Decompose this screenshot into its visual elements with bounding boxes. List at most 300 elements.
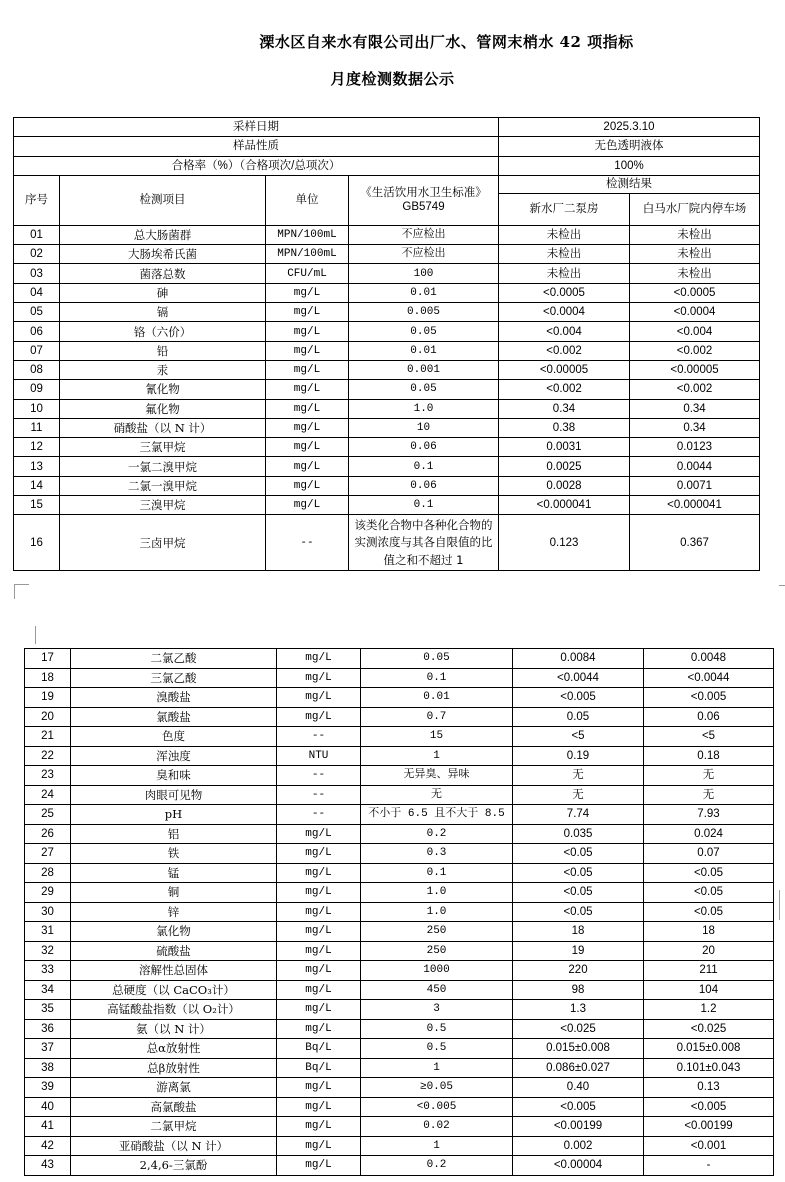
row-result-site2: <0.0044 (644, 668, 774, 688)
row-result-site1: 0.0025 (499, 457, 630, 476)
row-item: 氰化物 (60, 380, 266, 399)
row-result-site1: 0.015±0.008 (513, 1039, 644, 1059)
row-unit: mg/L (277, 844, 361, 864)
row-unit: MPN/100mL (266, 245, 349, 264)
row-standard: 0.5 (361, 1039, 513, 1059)
row-result-site1: <0.0004 (499, 303, 630, 322)
table-row (25, 1039, 774, 1059)
row-result-site2: 0.015±0.008 (644, 1039, 774, 1059)
row-result-site1: 0.086±0.027 (513, 1058, 644, 1078)
row-item: 氯化物 (71, 922, 277, 942)
row-unit: mg/L (266, 341, 349, 360)
row-item: 锰 (71, 863, 277, 883)
row-unit: mg/L (266, 438, 349, 457)
row-result-site2: <0.00005 (630, 360, 760, 379)
row-result-site1: <0.05 (513, 844, 644, 864)
page-corner-mark (779, 585, 785, 600)
row-item: 三氯乙酸 (71, 668, 277, 688)
row-result-site2: 104 (644, 980, 774, 1000)
row-number: 36 (25, 1019, 71, 1039)
row-item: 铅 (60, 341, 266, 360)
row-unit: mg/L (277, 863, 361, 883)
row-result-site2: 未检出 (630, 264, 760, 283)
row-unit: mg/L (277, 1019, 361, 1039)
table-row (25, 688, 774, 708)
row-number: 22 (25, 746, 71, 766)
table-row (25, 668, 774, 688)
table-row (25, 863, 774, 883)
row-result-site2: 18 (644, 922, 774, 942)
row-number: 17 (25, 649, 71, 669)
row-item: 二氯乙酸 (71, 649, 277, 669)
row-result-site2: 0.0048 (644, 649, 774, 669)
header-result: 检测结果 (499, 175, 760, 193)
row-result-site2: 0.101±0.043 (644, 1058, 774, 1078)
row-standard: 不应检出 (349, 225, 499, 244)
row-result-site2: <0.005 (644, 1097, 774, 1117)
table-row (25, 1097, 774, 1117)
row-item: 总硬度（以 CaCO₃计） (71, 980, 277, 1000)
row-standard: 15 (361, 727, 513, 747)
row-result-site1: 220 (513, 961, 644, 981)
row-number: 39 (25, 1078, 71, 1098)
row-result-site2: 无 (644, 766, 774, 786)
row-number: 42 (25, 1136, 71, 1156)
row-item: 一氯二溴甲烷 (60, 457, 266, 476)
row-result-site2: 0.0071 (630, 476, 760, 495)
row-result-site1: <0.004 (499, 322, 630, 341)
row-result-site1: <5 (513, 727, 644, 747)
row-standard: 该类化合物中各种化合物的实测浓度与其各自限值的比值之和不超过 1 (349, 515, 499, 571)
table-row (25, 746, 774, 766)
table-row (25, 902, 774, 922)
row-number: 10 (14, 399, 60, 418)
row-result-site2: 0.34 (630, 399, 760, 418)
row-result-site1: 未检出 (499, 245, 630, 264)
row-unit: mg/L (266, 457, 349, 476)
row-number: 02 (14, 245, 60, 264)
row-item: 二氯甲烷 (71, 1117, 277, 1137)
table-row (25, 844, 774, 864)
row-item: 硝酸盐（以 N 计） (60, 418, 266, 437)
page-corner-mark (14, 584, 29, 599)
row-result-site2: 211 (644, 961, 774, 981)
row-standard: 1.0 (361, 883, 513, 903)
row-standard: 0.1 (361, 668, 513, 688)
row-result-site2: <0.005 (644, 688, 774, 708)
row-number: 05 (14, 303, 60, 322)
table-row (14, 457, 760, 476)
row-result-site2: 20 (644, 941, 774, 961)
row-result-site1: <0.005 (513, 1097, 644, 1117)
row-standard: 100 (349, 264, 499, 283)
row-standard: 0.005 (349, 303, 499, 322)
row-unit: -- (277, 766, 361, 786)
row-number: 28 (25, 863, 71, 883)
row-result-site1: 0.0028 (499, 476, 630, 495)
row-item: 色度 (71, 727, 277, 747)
row-unit: -- (277, 805, 361, 825)
row-unit: mg/L (277, 824, 361, 844)
table-row (14, 322, 760, 341)
table-row (25, 805, 774, 825)
row-unit: mg/L (277, 883, 361, 903)
row-standard: 0.7 (361, 707, 513, 727)
row-item: 二氯一溴甲烷 (60, 476, 266, 495)
row-result-site2: 无 (644, 785, 774, 805)
row-item: 总大肠菌群 (60, 225, 266, 244)
row-item: 铝 (71, 824, 277, 844)
row-standard: 0.01 (349, 341, 499, 360)
row-result-site2: 0.34 (630, 418, 760, 437)
row-result-site2: 0.024 (644, 824, 774, 844)
table-row (25, 883, 774, 903)
table-row (25, 980, 774, 1000)
results-table-part1 (13, 117, 760, 571)
row-standard: 1.0 (361, 902, 513, 922)
row-unit: NTU (277, 746, 361, 766)
sampling-date-row (14, 118, 760, 137)
row-result-site1: <0.0005 (499, 283, 630, 302)
table-row (25, 1000, 774, 1020)
row-result-site1: <0.00199 (513, 1117, 644, 1137)
row-result-site2: 0.0123 (630, 438, 760, 457)
table-row (14, 303, 760, 322)
table-row (25, 1019, 774, 1039)
row-result-site1: 0.38 (499, 418, 630, 437)
report-subtitle: 月度检测数据公示 (330, 70, 455, 88)
row-unit: mg/L (277, 980, 361, 1000)
row-result-site2: 7.93 (644, 805, 774, 825)
row-unit: mg/L (277, 649, 361, 669)
row-result-site1: <0.025 (513, 1019, 644, 1039)
row-result-site1: 0.40 (513, 1078, 644, 1098)
row-standard: 不小于 6.5 且不大于 8.5 (361, 805, 513, 825)
row-number: 30 (25, 902, 71, 922)
row-result-site1: 0.19 (513, 746, 644, 766)
row-number: 27 (25, 844, 71, 864)
row-result-site2: 0.18 (644, 746, 774, 766)
row-standard: 450 (361, 980, 513, 1000)
row-result-site2: - (644, 1156, 774, 1176)
row-standard: <0.005 (361, 1097, 513, 1117)
row-result-site1: 未检出 (499, 264, 630, 283)
row-number: 29 (25, 883, 71, 903)
row-result-site2: <0.05 (644, 902, 774, 922)
row-number: 33 (25, 961, 71, 981)
table-row (14, 476, 760, 495)
row-number: 07 (14, 341, 60, 360)
row-result-site1: 7.74 (513, 805, 644, 825)
row-standard: 0.1 (361, 863, 513, 883)
row-standard: ≥0.05 (361, 1078, 513, 1098)
row-standard: 1000 (361, 961, 513, 981)
row-item: 肉眼可见物 (71, 785, 277, 805)
table-row (25, 727, 774, 747)
row-result-site1: 0.0084 (513, 649, 644, 669)
row-unit: -- (266, 515, 349, 571)
row-unit: mg/L (277, 902, 361, 922)
row-item: 镉 (60, 303, 266, 322)
row-result-site1: 0.34 (499, 399, 630, 418)
row-standard: 250 (361, 922, 513, 942)
table-row (25, 961, 774, 981)
row-result-site1: 19 (513, 941, 644, 961)
row-standard: 1.0 (349, 399, 499, 418)
row-item: 浑浊度 (71, 746, 277, 766)
table-row (14, 225, 760, 244)
row-standard: 0.05 (349, 322, 499, 341)
row-result-site2: <0.00199 (644, 1117, 774, 1137)
row-result-site1: 1.3 (513, 1000, 644, 1020)
row-number: 06 (14, 322, 60, 341)
row-number: 38 (25, 1058, 71, 1078)
header-row-top (14, 175, 760, 193)
row-unit: mg/L (277, 1078, 361, 1098)
sample-nature-label: 样品性质 (14, 137, 499, 156)
row-standard: 10 (349, 418, 499, 437)
row-number: 41 (25, 1117, 71, 1137)
row-item: 高锰酸盐指数（以 O₂计） (71, 1000, 277, 1020)
row-standard: 0.02 (361, 1117, 513, 1137)
row-number: 43 (25, 1156, 71, 1176)
row-item: 砷 (60, 283, 266, 302)
row-number: 08 (14, 360, 60, 379)
row-result-site1: <0.005 (513, 688, 644, 708)
table-row (14, 341, 760, 360)
table-row (25, 1058, 774, 1078)
table-row (25, 922, 774, 942)
row-standard: 1 (361, 746, 513, 766)
table-row (25, 941, 774, 961)
row-standard: 3 (361, 1000, 513, 1020)
row-number: 20 (25, 707, 71, 727)
row-item: 臭和味 (71, 766, 277, 786)
pass-rate-row (14, 156, 760, 175)
page-corner-mark (779, 890, 780, 920)
row-unit: -- (277, 727, 361, 747)
row-item: 三氯甲烷 (60, 438, 266, 457)
row-result-site2: 0.07 (644, 844, 774, 864)
row-unit: mg/L (266, 303, 349, 322)
row-result-site1: <0.05 (513, 902, 644, 922)
row-result-site2: <0.001 (644, 1136, 774, 1156)
row-unit: mg/L (277, 707, 361, 727)
row-standard: 0.05 (349, 380, 499, 399)
row-standard: 0.2 (361, 824, 513, 844)
row-result-site2: 未检出 (630, 225, 760, 244)
table-row (14, 418, 760, 437)
header-standard-line1: 《生活饮用水卫生标准》 (360, 187, 487, 200)
row-unit: mg/L (266, 322, 349, 341)
row-unit: Bq/L (277, 1039, 361, 1059)
row-unit: mg/L (277, 961, 361, 981)
row-number: 18 (25, 668, 71, 688)
table-row (14, 515, 760, 571)
row-standard: 250 (361, 941, 513, 961)
row-standard: 0.1 (349, 496, 499, 515)
table-row (14, 438, 760, 457)
row-unit: mg/L (266, 496, 349, 515)
row-result-site2: <0.025 (644, 1019, 774, 1039)
sampling-date-value: 2025.3.10 (499, 118, 760, 137)
header-site2: 白马水厂院内停车场 (630, 193, 760, 225)
row-result-site1: <0.002 (499, 341, 630, 360)
row-result-site2: <0.002 (630, 341, 760, 360)
row-item: 菌落总数 (60, 264, 266, 283)
row-standard: 0.06 (349, 476, 499, 495)
row-standard: 0.06 (349, 438, 499, 457)
row-number: 16 (14, 515, 60, 571)
row-result-site2: <0.002 (630, 380, 760, 399)
table-row (25, 766, 774, 786)
row-item: 亚硝酸盐（以 N 计） (71, 1136, 277, 1156)
row-result-site2: <0.05 (644, 883, 774, 903)
row-number: 13 (14, 457, 60, 476)
row-number: 23 (25, 766, 71, 786)
pass-rate-value: 100% (499, 156, 760, 175)
sampling-date-label: 采样日期 (14, 118, 499, 137)
table-row (25, 1117, 774, 1137)
row-standard: 无异臭、异味 (361, 766, 513, 786)
row-result-site1: <0.00005 (499, 360, 630, 379)
table-row (25, 707, 774, 727)
row-result-site2: 0.0044 (630, 457, 760, 476)
row-result-site1: <0.05 (513, 863, 644, 883)
row-number: 12 (14, 438, 60, 457)
row-number: 14 (14, 476, 60, 495)
table-row (25, 785, 774, 805)
row-result-site2: <0.0005 (630, 283, 760, 302)
row-result-site1: 无 (513, 766, 644, 786)
row-standard: 0.01 (361, 688, 513, 708)
sample-nature-value: 无色透明液体 (499, 137, 760, 156)
row-item: 大肠埃希氏菌 (60, 245, 266, 264)
row-number: 26 (25, 824, 71, 844)
row-standard: 0.001 (349, 360, 499, 379)
row-result-site1: 18 (513, 922, 644, 942)
table-row (25, 1078, 774, 1098)
header-unit: 单位 (266, 175, 349, 225)
row-item: 汞 (60, 360, 266, 379)
row-result-site1: 0.05 (513, 707, 644, 727)
sample-nature-row (14, 137, 760, 156)
row-result-site1: 0.002 (513, 1136, 644, 1156)
row-unit: mg/L (277, 1117, 361, 1137)
row-number: 15 (14, 496, 60, 515)
row-result-site2: 0.13 (644, 1078, 774, 1098)
row-unit: mg/L (266, 399, 349, 418)
row-number: 31 (25, 922, 71, 942)
row-standard: 0.5 (361, 1019, 513, 1039)
row-result-site1: 未检出 (499, 225, 630, 244)
table-row (14, 360, 760, 379)
row-unit: mg/L (277, 941, 361, 961)
row-item: 氯酸盐 (71, 707, 277, 727)
row-result-site1: 无 (513, 785, 644, 805)
row-unit: mg/L (277, 668, 361, 688)
row-result-site2: 1.2 (644, 1000, 774, 1020)
row-number: 11 (14, 418, 60, 437)
row-unit: Bq/L (277, 1058, 361, 1078)
row-standard: 0.05 (361, 649, 513, 669)
row-unit: mg/L (277, 1136, 361, 1156)
row-number: 01 (14, 225, 60, 244)
row-item: 铁 (71, 844, 277, 864)
table-row (14, 245, 760, 264)
row-number: 25 (25, 805, 71, 825)
row-number: 04 (14, 283, 60, 302)
row-unit: mg/L (266, 360, 349, 379)
header-standard (349, 175, 499, 225)
row-item: 氨（以 N 计） (71, 1019, 277, 1039)
page-corner-mark (35, 626, 36, 644)
row-standard: 0.01 (349, 283, 499, 302)
row-result-site1: <0.000041 (499, 496, 630, 515)
row-result-site1: <0.0044 (513, 668, 644, 688)
row-item: pH (71, 805, 277, 825)
row-item: 氟化物 (60, 399, 266, 418)
row-unit: mg/L (277, 1000, 361, 1020)
row-result-site1: 98 (513, 980, 644, 1000)
row-result-site2: 0.06 (644, 707, 774, 727)
row-item: 2,4,6-三氯酚 (71, 1156, 277, 1176)
row-unit: mg/L (277, 1097, 361, 1117)
row-number: 35 (25, 1000, 71, 1020)
row-item: 三溴甲烷 (60, 496, 266, 515)
header-site1: 新水厂二泵房 (499, 193, 630, 225)
table-row (14, 264, 760, 283)
row-item: 高氯酸盐 (71, 1097, 277, 1117)
row-number: 19 (25, 688, 71, 708)
row-result-site1: 0.035 (513, 824, 644, 844)
row-unit: mg/L (266, 418, 349, 437)
row-result-site1: 0.0031 (499, 438, 630, 457)
row-result-site1: 0.123 (499, 515, 630, 571)
row-unit: mg/L (266, 476, 349, 495)
row-standard: 1 (361, 1058, 513, 1078)
row-unit: mg/L (277, 688, 361, 708)
row-result-site2: <0.0004 (630, 303, 760, 322)
row-unit: MPN/100mL (266, 225, 349, 244)
row-result-site2: 未检出 (630, 245, 760, 264)
row-standard: 1 (361, 1136, 513, 1156)
table-row (25, 1136, 774, 1156)
row-number: 34 (25, 980, 71, 1000)
row-result-site1: <0.002 (499, 380, 630, 399)
pass-rate-label: 合格率（%）（合格项次/总项次） (14, 156, 499, 175)
row-item: 硫酸盐 (71, 941, 277, 961)
row-number: 21 (25, 727, 71, 747)
header-no: 序号 (14, 175, 60, 225)
row-result-site2: <0.004 (630, 322, 760, 341)
row-item: 游离氯 (71, 1078, 277, 1098)
row-standard: 不应检出 (349, 245, 499, 264)
row-item: 总α放射性 (71, 1039, 277, 1059)
row-result-site1: <0.00004 (513, 1156, 644, 1176)
row-unit: mg/L (277, 1156, 361, 1176)
row-number: 37 (25, 1039, 71, 1059)
table-row (14, 380, 760, 399)
row-standard: 0.1 (349, 457, 499, 476)
row-item: 铬（六价） (60, 322, 266, 341)
row-number: 40 (25, 1097, 71, 1117)
row-item: 总β放射性 (71, 1058, 277, 1078)
row-result-site2: 0.367 (630, 515, 760, 571)
table-row (14, 399, 760, 418)
row-standard: 0.2 (361, 1156, 513, 1176)
row-item: 铜 (71, 883, 277, 903)
